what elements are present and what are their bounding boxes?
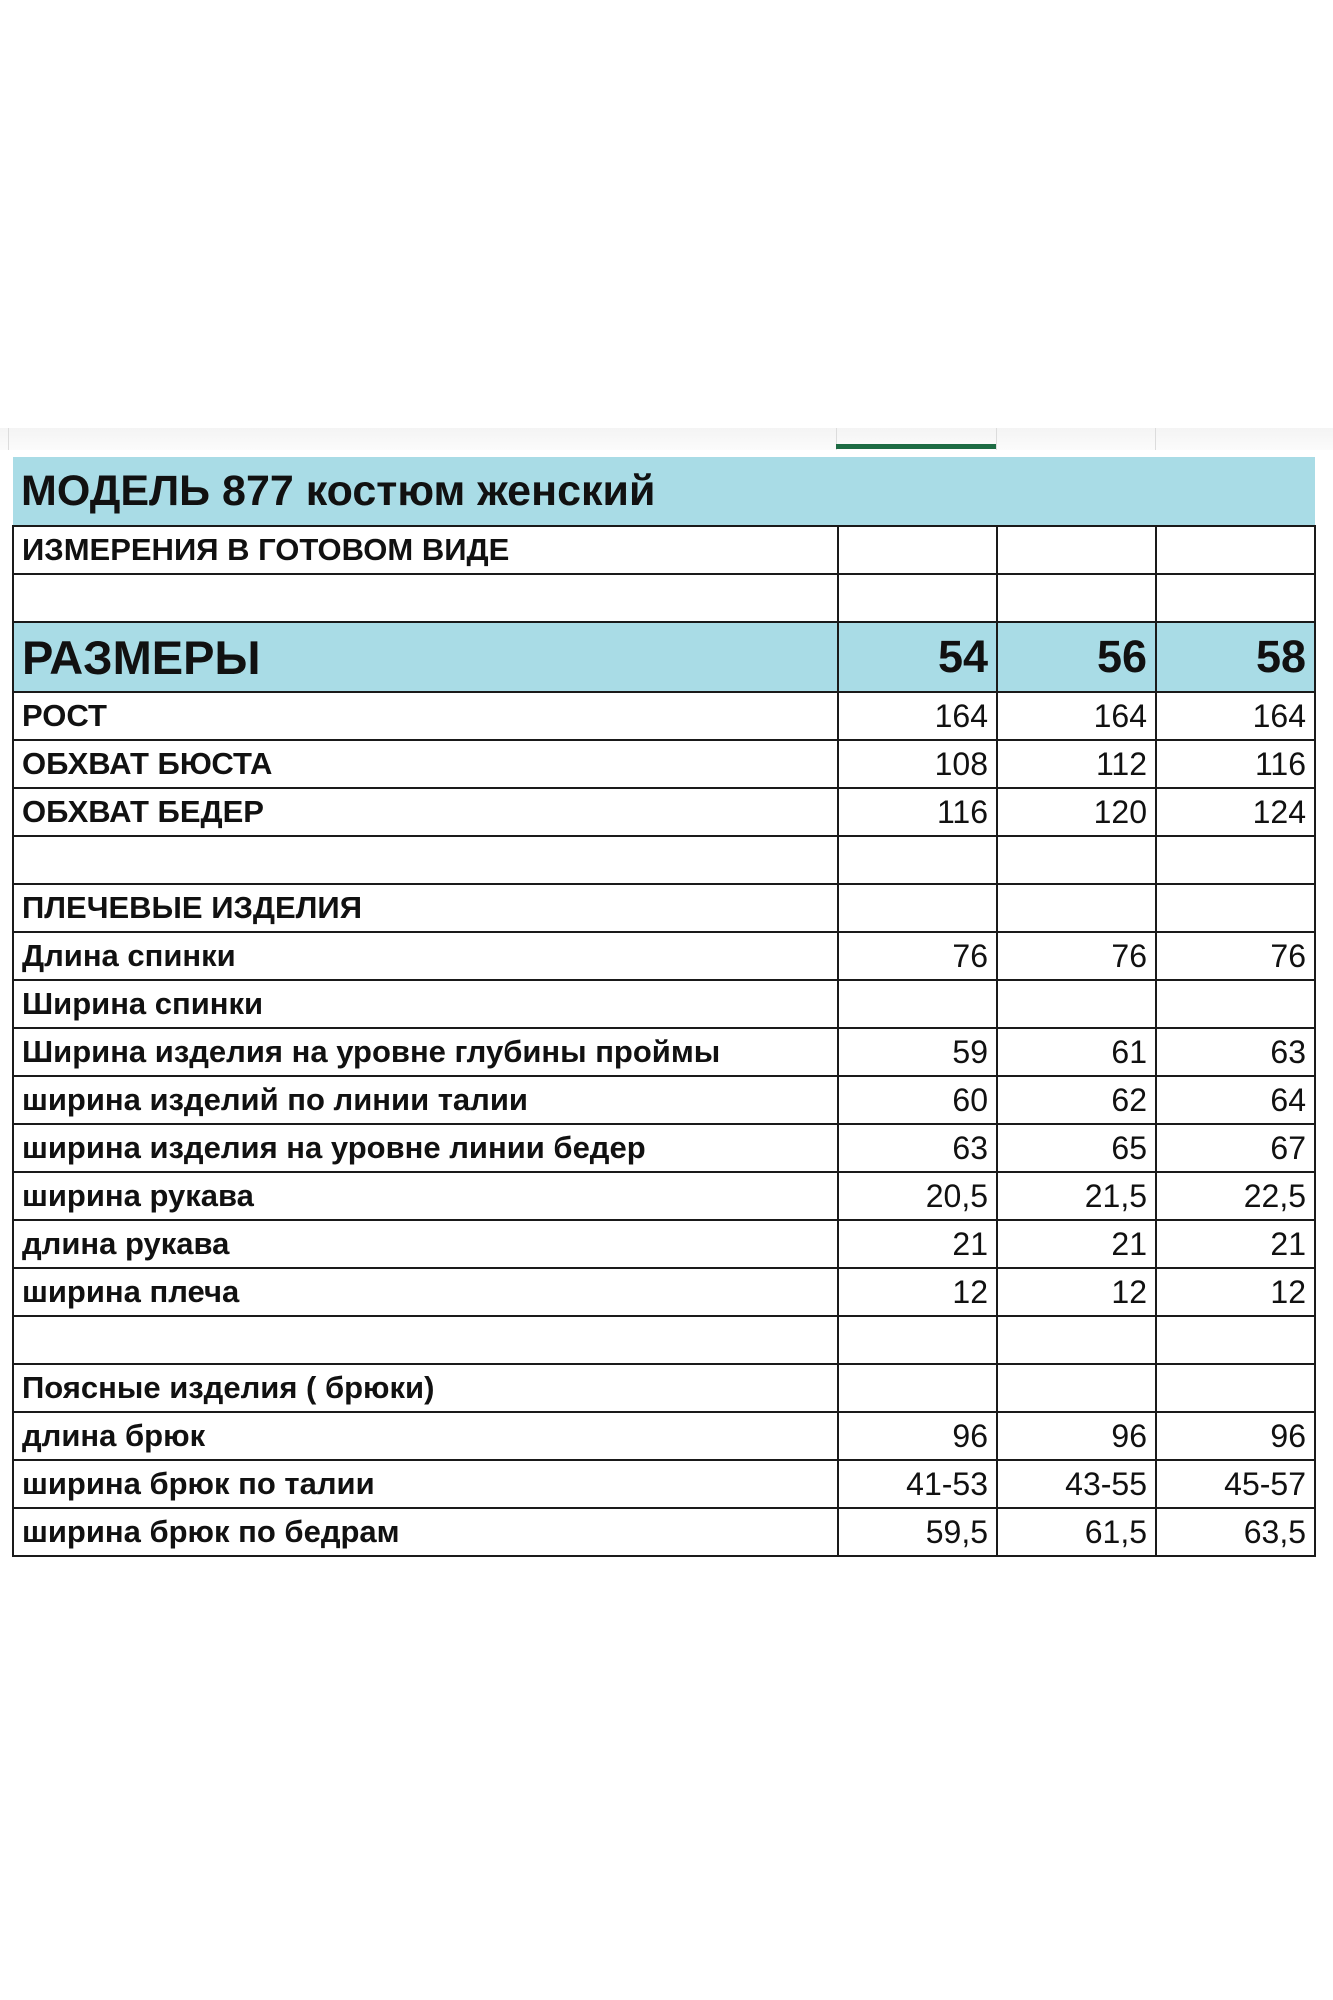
measurement-value[interactable]: 67 [1156, 1124, 1315, 1172]
measurement-value[interactable]: 65 [997, 1124, 1156, 1172]
size-header-cell[interactable]: 54 [838, 622, 997, 692]
measurement-row [13, 1412, 1315, 1460]
sizes-header-row [13, 622, 1315, 692]
section-heading-waist[interactable]: Поясные изделия ( брюки) [13, 1364, 838, 1412]
empty-cell[interactable] [1156, 1364, 1315, 1412]
section-heading-row [13, 1364, 1315, 1412]
measurement-row [13, 1268, 1315, 1316]
empty-cell[interactable] [838, 574, 997, 622]
page-title[interactable]: МОДЕЛЬ 877 костюм женский [13, 457, 1315, 526]
empty-row [13, 574, 1315, 622]
measurement-value[interactable]: 116 [838, 788, 997, 836]
section-heading-row [13, 884, 1315, 932]
measurement-label[interactable]: ширина рукава [13, 1172, 838, 1220]
title-row [13, 457, 1315, 526]
empty-cell[interactable] [1156, 884, 1315, 932]
measurement-label[interactable]: Ширина изделия на уровне глубины проймы [13, 1028, 838, 1076]
measurement-value[interactable] [1156, 980, 1315, 1028]
measurement-value[interactable]: 12 [997, 1268, 1156, 1316]
size-header-cell[interactable]: 56 [997, 622, 1156, 692]
measurement-value[interactable] [997, 980, 1156, 1028]
measurement-row [13, 788, 1315, 836]
subtitle-row [13, 526, 1315, 574]
empty-cell[interactable] [997, 1316, 1156, 1364]
measurement-value[interactable]: 108 [838, 740, 997, 788]
empty-cell[interactable] [838, 1316, 997, 1364]
measurement-value[interactable]: 45-57 [1156, 1460, 1315, 1508]
measurement-value[interactable]: 12 [838, 1268, 997, 1316]
measurement-value[interactable]: 76 [838, 932, 997, 980]
empty-cell[interactable] [1156, 1316, 1315, 1364]
measurement-row [13, 1172, 1315, 1220]
measurement-value[interactable]: 112 [997, 740, 1156, 788]
measurement-label[interactable]: ширина плеча [13, 1268, 838, 1316]
empty-cell[interactable] [838, 1364, 997, 1412]
measurement-value[interactable]: 120 [997, 788, 1156, 836]
measurement-value[interactable]: 12 [1156, 1268, 1315, 1316]
measurement-value[interactable]: 22,5 [1156, 1172, 1315, 1220]
measurement-value[interactable]: 61,5 [997, 1508, 1156, 1556]
measurement-value[interactable]: 96 [838, 1412, 997, 1460]
sizes-label[interactable]: РАЗМЕРЫ [13, 622, 838, 692]
measurement-value[interactable]: 21 [1156, 1220, 1315, 1268]
measurement-value[interactable]: 124 [1156, 788, 1315, 836]
measurement-label[interactable]: Ширина спинки [13, 980, 838, 1028]
empty-cell[interactable] [997, 884, 1156, 932]
empty-cell[interactable] [997, 1364, 1156, 1412]
empty-cell[interactable] [1156, 526, 1315, 574]
empty-row [13, 836, 1315, 884]
measurement-row [13, 1076, 1315, 1124]
empty-cell[interactable] [838, 526, 997, 574]
size-header-cell[interactable]: 58 [1156, 622, 1315, 692]
empty-cell[interactable] [838, 836, 997, 884]
measurement-label[interactable]: РОСТ [13, 692, 838, 740]
empty-cell[interactable] [13, 1316, 838, 1364]
measurement-row [13, 980, 1315, 1028]
empty-cell[interactable] [1156, 836, 1315, 884]
measurement-row [13, 1220, 1315, 1268]
measurement-row [13, 1460, 1315, 1508]
size-chart-table [12, 457, 1316, 1557]
measurement-value[interactable]: 96 [1156, 1412, 1315, 1460]
measurement-value[interactable]: 20,5 [838, 1172, 997, 1220]
empty-cell[interactable] [997, 526, 1156, 574]
measurement-value[interactable]: 62 [997, 1076, 1156, 1124]
measurement-value[interactable]: 60 [838, 1076, 997, 1124]
section-heading-shoulder[interactable]: ПЛЕЧЕВЫЕ ИЗДЕЛИЯ [13, 884, 838, 932]
empty-cell[interactable] [1156, 574, 1315, 622]
measurement-value[interactable]: 164 [838, 692, 997, 740]
measurement-value[interactable]: 61 [997, 1028, 1156, 1076]
empty-cell[interactable] [13, 836, 838, 884]
measurement-value[interactable]: 59 [838, 1028, 997, 1076]
measurement-label[interactable]: Длина спинки [13, 932, 838, 980]
measurement-value[interactable]: 164 [997, 692, 1156, 740]
empty-cell[interactable] [838, 884, 997, 932]
measurement-value[interactable]: 21 [838, 1220, 997, 1268]
subtitle-cell[interactable]: ИЗМЕРЕНИЯ В ГОТОВОМ ВИДЕ [13, 526, 838, 574]
active-column-indicator [836, 444, 996, 449]
empty-cell[interactable] [997, 574, 1156, 622]
measurement-value[interactable]: 63 [838, 1124, 997, 1172]
empty-row [13, 1316, 1315, 1364]
measurement-label[interactable]: длина рукава [13, 1220, 838, 1268]
measurement-value[interactable]: 59,5 [838, 1508, 997, 1556]
measurement-value[interactable]: 63 [1156, 1028, 1315, 1076]
measurement-label[interactable]: ОБХВАТ БЮСТА [13, 740, 838, 788]
measurement-row [13, 692, 1315, 740]
measurement-value[interactable]: 164 [1156, 692, 1315, 740]
empty-cell[interactable] [13, 574, 838, 622]
measurement-row [13, 1508, 1315, 1556]
measurement-value[interactable]: 21 [997, 1220, 1156, 1268]
measurement-value[interactable]: 64 [1156, 1076, 1315, 1124]
measurement-value[interactable]: 43-55 [997, 1460, 1156, 1508]
measurement-label[interactable]: ширина брюк по талии [13, 1460, 838, 1508]
empty-cell[interactable] [997, 836, 1156, 884]
measurement-row [13, 740, 1315, 788]
measurement-value[interactable]: 21,5 [997, 1172, 1156, 1220]
measurement-row [13, 1028, 1315, 1076]
measurement-row [13, 932, 1315, 980]
measurement-value[interactable]: 41-53 [838, 1460, 997, 1508]
measurement-label[interactable]: ширина изделий по линии талии [13, 1076, 838, 1124]
measurement-label[interactable]: ширина брюк по бедрам [13, 1508, 838, 1556]
spreadsheet-column-header [0, 428, 1333, 450]
measurement-value[interactable] [838, 980, 997, 1028]
measurement-value[interactable]: 76 [1156, 932, 1315, 980]
measurement-row [13, 1124, 1315, 1172]
measurement-label[interactable]: длина брюк [13, 1412, 838, 1460]
measurement-value[interactable]: 63,5 [1156, 1508, 1315, 1556]
measurement-label[interactable]: ОБХВАТ БЕДЕР [13, 788, 838, 836]
measurement-label[interactable]: ширина изделия на уровне линии бедер [13, 1124, 838, 1172]
measurement-value[interactable]: 76 [997, 932, 1156, 980]
measurement-value[interactable]: 116 [1156, 740, 1315, 788]
measurement-value[interactable]: 96 [997, 1412, 1156, 1460]
